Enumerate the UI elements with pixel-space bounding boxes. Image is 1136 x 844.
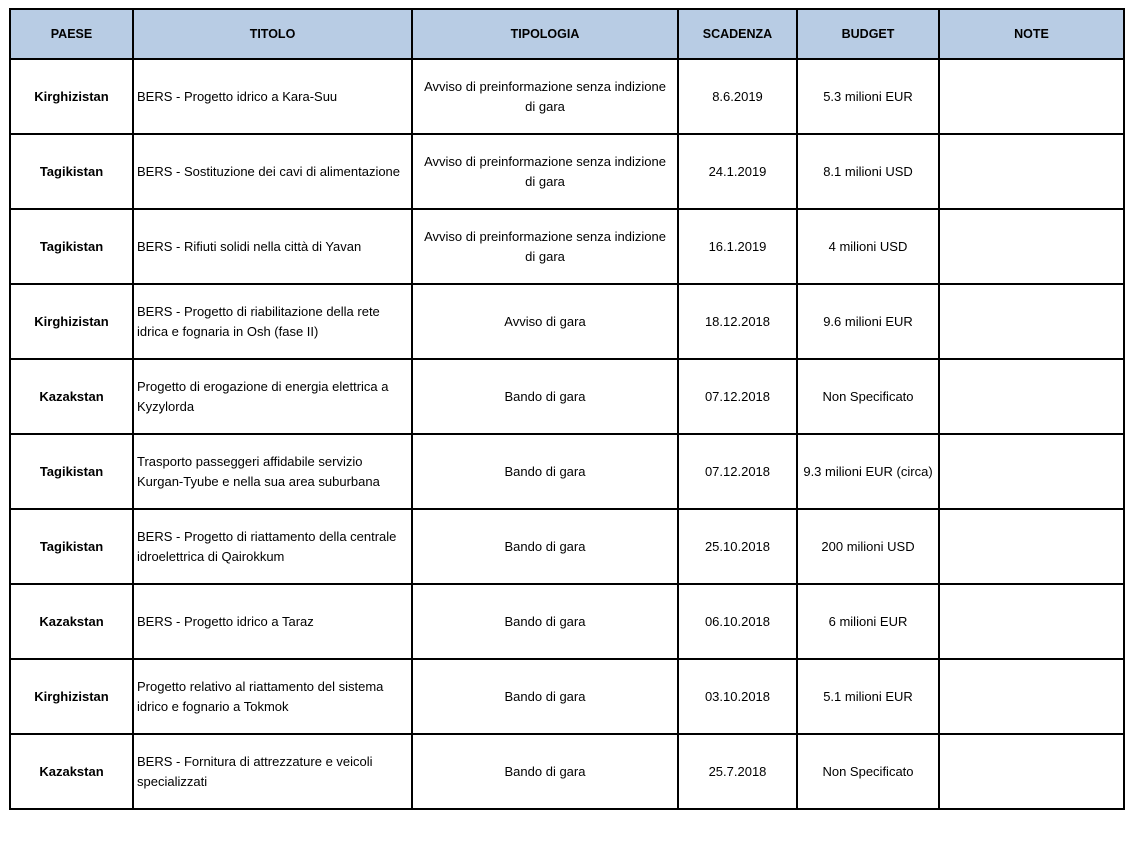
cell-tipologia: Bando di gara	[412, 584, 678, 659]
cell-paese: Tagikistan	[10, 209, 133, 284]
cell-tipologia: Avviso di preinformazione senza indizione di gara	[412, 59, 678, 134]
cell-note	[939, 584, 1124, 659]
cell-scadenza: 25.10.2018	[678, 509, 797, 584]
cell-budget: Non Specificato	[797, 734, 939, 809]
cell-titolo: BERS - Progetto idrico a Kara-Suu	[133, 59, 412, 134]
cell-note	[939, 734, 1124, 809]
cell-budget: 200 milioni USD	[797, 509, 939, 584]
cell-note	[939, 134, 1124, 209]
table-row	[10, 209, 1124, 284]
header-titolo: TITOLO	[133, 9, 412, 59]
cell-tipologia: Bando di gara	[412, 659, 678, 734]
cell-budget: 5.3 milioni EUR	[797, 59, 939, 134]
cell-titolo: BERS - Sostituzione dei cavi di alimentazione	[133, 134, 412, 209]
cell-scadenza: 07.12.2018	[678, 434, 797, 509]
cell-scadenza: 06.10.2018	[678, 584, 797, 659]
header-scadenza: SCADENZA	[678, 9, 797, 59]
cell-paese: Kirghizistan	[10, 659, 133, 734]
table-row	[10, 284, 1124, 359]
cell-budget: 9.3 milioni EUR (circa)	[797, 434, 939, 509]
cell-paese: Kirghizistan	[10, 59, 133, 134]
cell-tipologia: Bando di gara	[412, 734, 678, 809]
tenders-table	[9, 8, 1125, 810]
cell-scadenza: 07.12.2018	[678, 359, 797, 434]
cell-tipologia: Avviso di gara	[412, 284, 678, 359]
cell-titolo: BERS - Progetto di riabilitazione della rete idrica e fognaria in Osh (fase II)	[133, 284, 412, 359]
cell-note	[939, 434, 1124, 509]
cell-budget: 4 milioni USD	[797, 209, 939, 284]
cell-paese: Tagikistan	[10, 509, 133, 584]
header-tipologia: TIPOLOGIA	[412, 9, 678, 59]
cell-note	[939, 659, 1124, 734]
cell-tipologia: Bando di gara	[412, 359, 678, 434]
cell-scadenza: 8.6.2019	[678, 59, 797, 134]
table-row	[10, 509, 1124, 584]
cell-note	[939, 509, 1124, 584]
table-body	[10, 59, 1124, 809]
cell-scadenza: 03.10.2018	[678, 659, 797, 734]
table-row	[10, 134, 1124, 209]
table-row	[10, 59, 1124, 134]
table-header	[10, 9, 1124, 59]
cell-paese: Kirghizistan	[10, 284, 133, 359]
cell-titolo: BERS - Rifiuti solidi nella città di Yavan	[133, 209, 412, 284]
cell-note	[939, 59, 1124, 134]
table-row	[10, 734, 1124, 809]
cell-titolo: Progetto di erogazione di energia elettrica a Kyzylorda	[133, 359, 412, 434]
table-row	[10, 659, 1124, 734]
cell-paese: Kazakstan	[10, 359, 133, 434]
cell-note	[939, 209, 1124, 284]
cell-titolo: BERS - Progetto idrico a Taraz	[133, 584, 412, 659]
cell-budget: 9.6 milioni EUR	[797, 284, 939, 359]
cell-titolo: BERS - Fornitura di attrezzature e veicoli specializzati	[133, 734, 412, 809]
cell-budget: 6 milioni EUR	[797, 584, 939, 659]
cell-tipologia: Bando di gara	[412, 434, 678, 509]
cell-paese: Tagikistan	[10, 134, 133, 209]
cell-scadenza: 24.1.2019	[678, 134, 797, 209]
cell-budget: 8.1 milioni USD	[797, 134, 939, 209]
cell-paese: Kazakstan	[10, 734, 133, 809]
cell-scadenza: 18.12.2018	[678, 284, 797, 359]
cell-note	[939, 359, 1124, 434]
header-note: NOTE	[939, 9, 1124, 59]
header-budget: BUDGET	[797, 9, 939, 59]
cell-tipologia: Avviso di preinformazione senza indizione di gara	[412, 134, 678, 209]
cell-scadenza: 25.7.2018	[678, 734, 797, 809]
cell-budget: Non Specificato	[797, 359, 939, 434]
table-row	[10, 359, 1124, 434]
cell-paese: Tagikistan	[10, 434, 133, 509]
cell-titolo: BERS - Progetto di riattamento della centrale idroelettrica di Qairokkum	[133, 509, 412, 584]
header-row	[10, 9, 1124, 59]
cell-titolo: Trasporto passeggeri affidabile servizio Kurgan-Tyube e nella sua area suburbana	[133, 434, 412, 509]
header-paese: PAESE	[10, 9, 133, 59]
cell-budget: 5.1 milioni EUR	[797, 659, 939, 734]
cell-tipologia: Avviso di preinformazione senza indizione di gara	[412, 209, 678, 284]
table-row	[10, 584, 1124, 659]
cell-tipologia: Bando di gara	[412, 509, 678, 584]
cell-titolo: Progetto relativo al riattamento del sistema idrico e fognario a Tokmok	[133, 659, 412, 734]
table-row	[10, 434, 1124, 509]
cell-paese: Kazakstan	[10, 584, 133, 659]
cell-scadenza: 16.1.2019	[678, 209, 797, 284]
cell-note	[939, 284, 1124, 359]
